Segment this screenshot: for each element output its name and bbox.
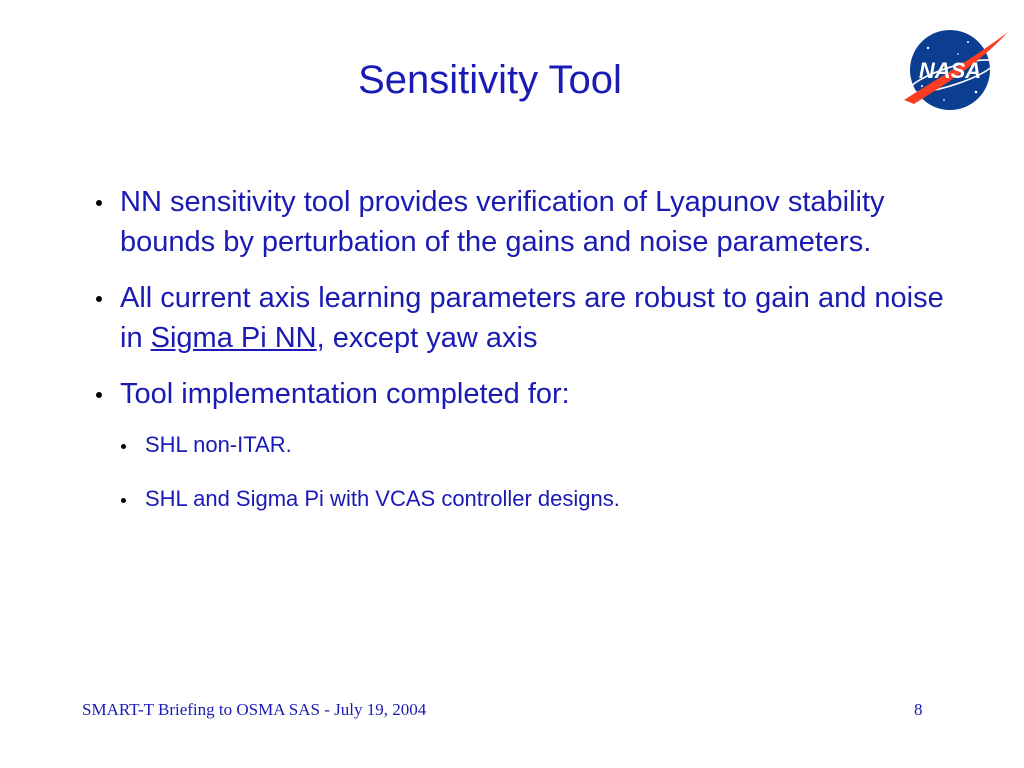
sub-bullet-item	[88, 484, 968, 514]
bullet-text: Tool implementation completed for:	[120, 378, 570, 410]
footer-text: SMART-T Briefing to OSMA SAS - July 19, 2004	[82, 700, 427, 719]
sub-bullet-text: SHL non-ITAR.	[145, 432, 292, 457]
nasa-logo-icon	[898, 26, 1010, 114]
bullet-text: NN sensitivity tool provides verification of Lyapunov stability bounds by perturbation of the gains and noise parameters.	[120, 186, 885, 258]
bullet-item	[88, 374, 968, 414]
slide-title: Sensitivity Tool	[358, 58, 622, 102]
bullet-text-before: All current axis learning parameters are robust to gain and noise in	[120, 282, 944, 354]
bullet-list	[88, 182, 968, 538]
page-number: 8	[914, 700, 923, 719]
bullet-item	[88, 278, 968, 358]
bullet-item	[88, 182, 968, 262]
nasa-logo-text: NASA	[918, 58, 982, 83]
sub-bullet-text: SHL and Sigma Pi with VCAS controller designs.	[145, 486, 620, 511]
sigma-pi-nn-link[interactable]: Sigma Pi NN	[150, 322, 317, 354]
sub-bullet-item	[88, 430, 968, 460]
bullet-text-after: , except yaw axis	[316, 322, 538, 354]
